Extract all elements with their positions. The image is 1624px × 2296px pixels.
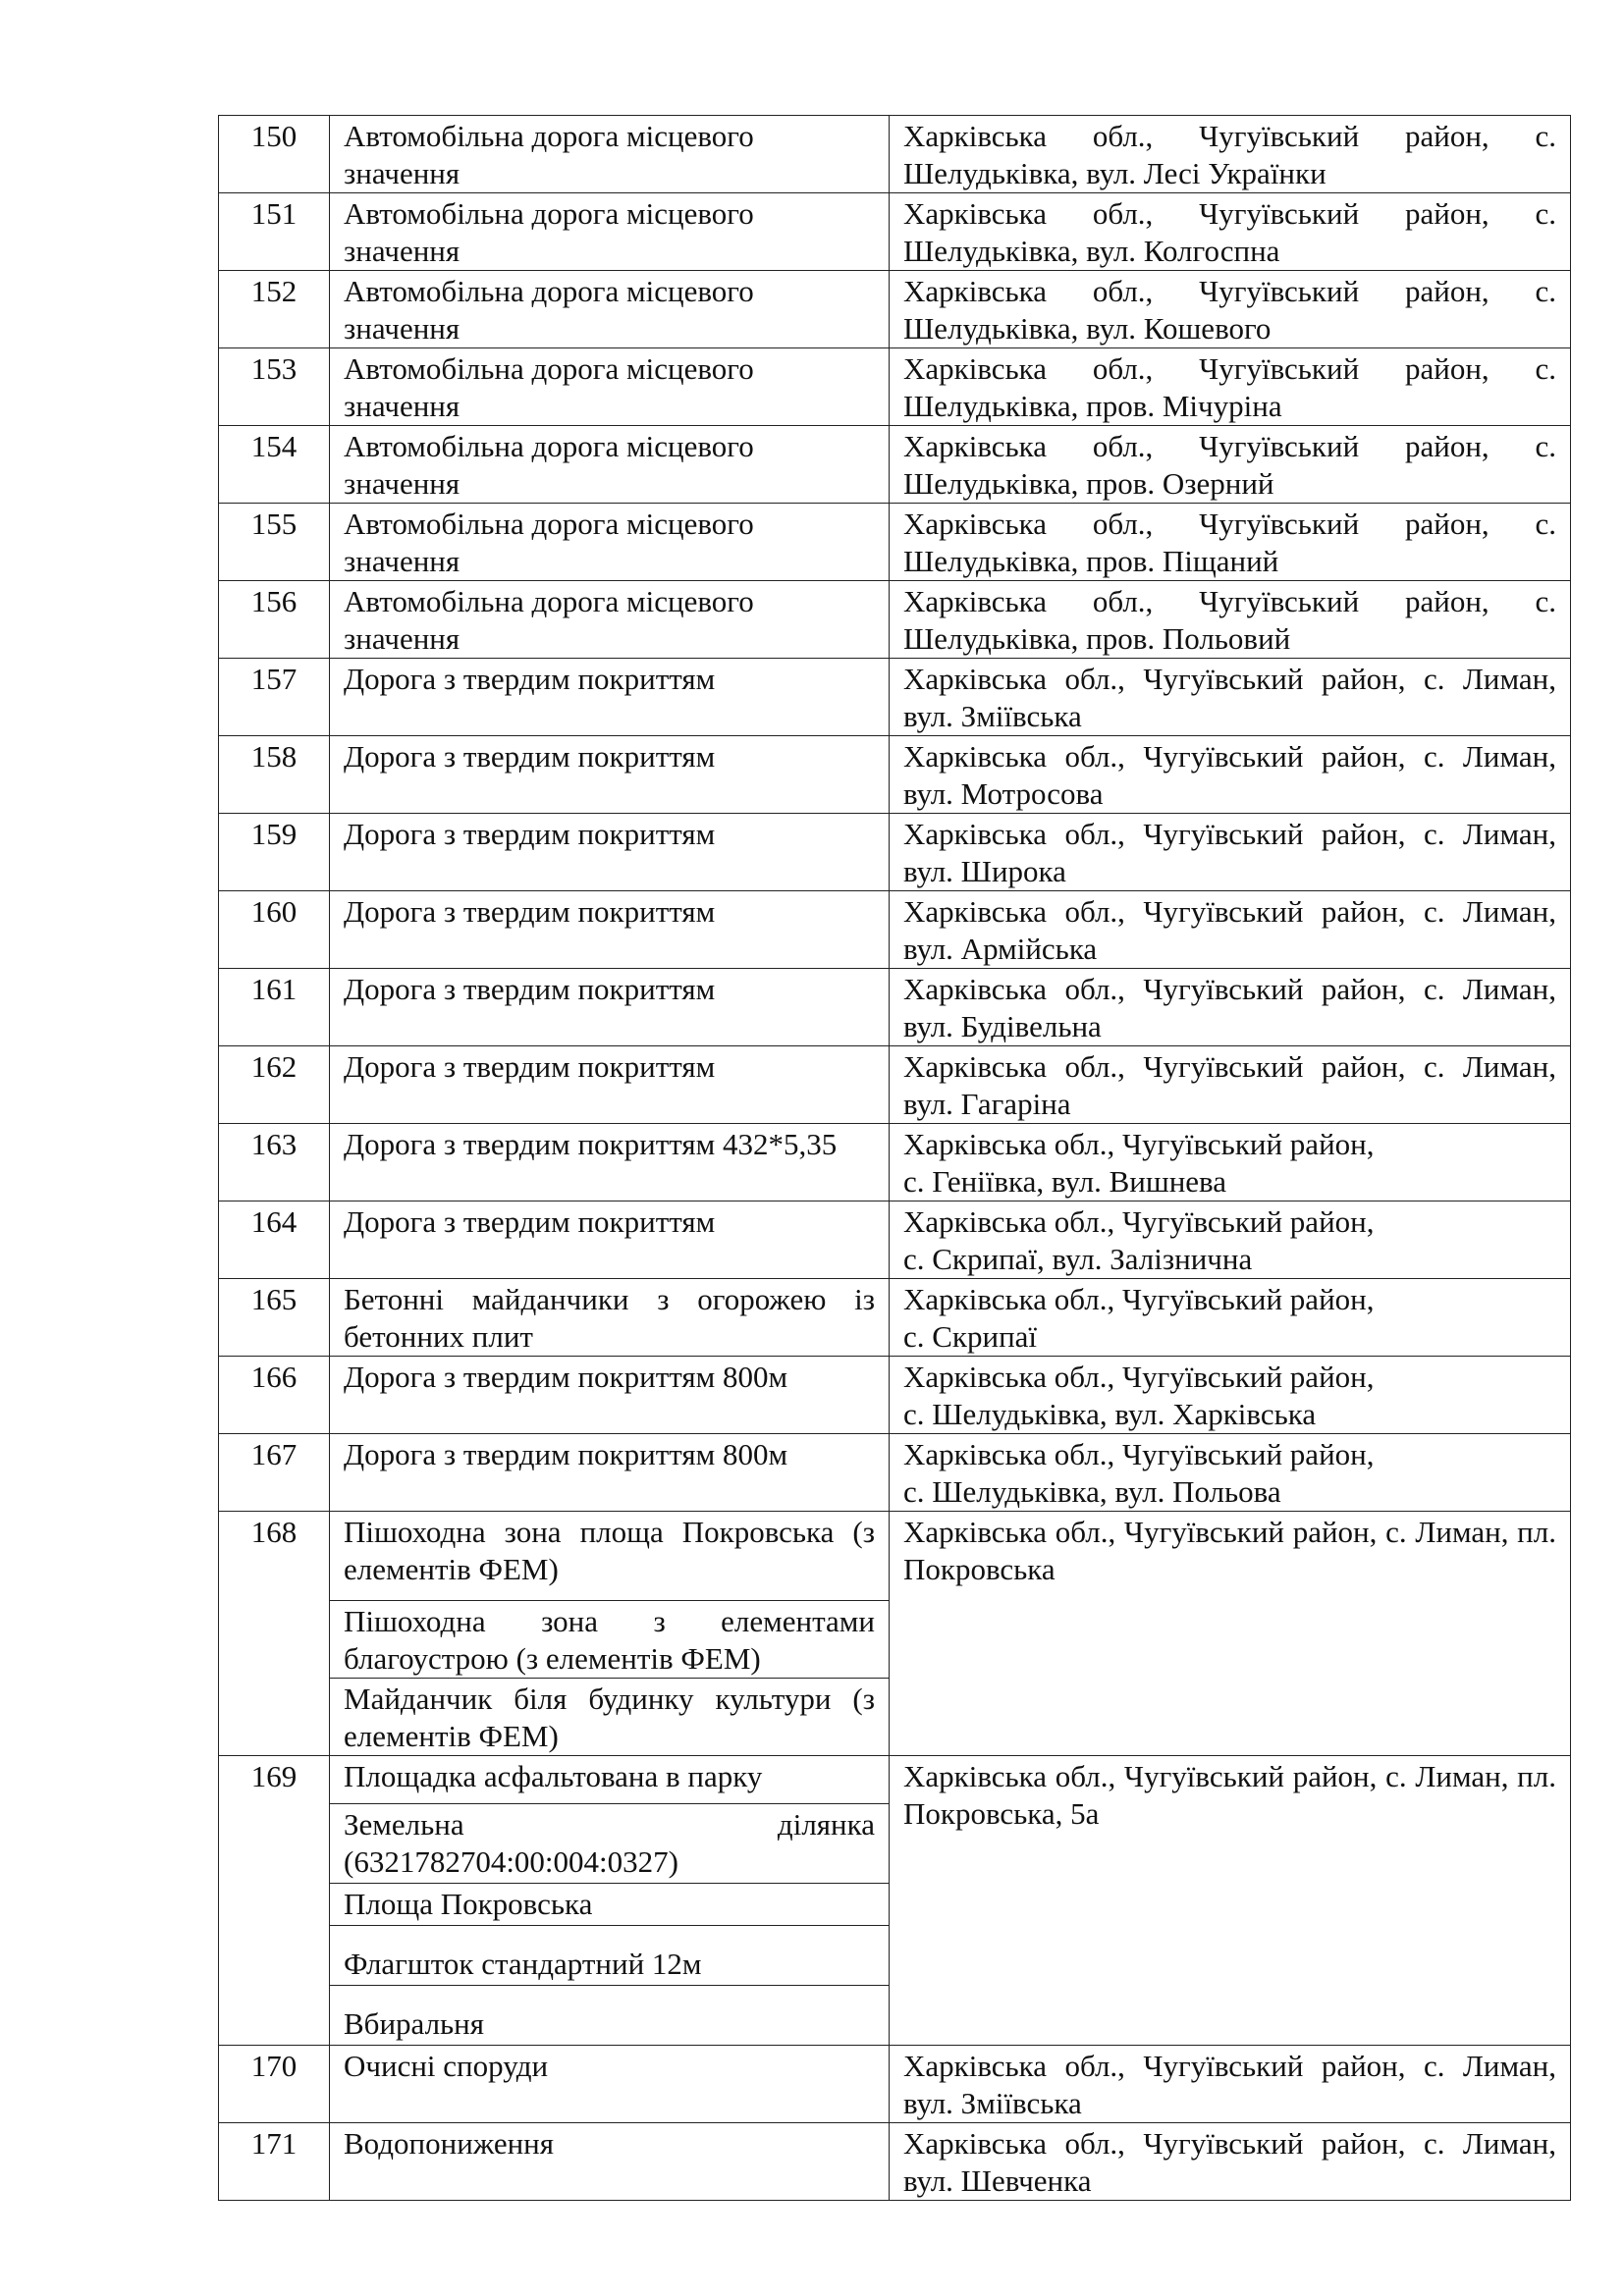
object-name: Дорога з твердим покриттям 800м bbox=[330, 1434, 890, 1512]
object-address bbox=[890, 426, 1571, 504]
object-address bbox=[890, 1201, 1571, 1279]
object-address bbox=[890, 193, 1571, 271]
address-word: район, bbox=[1404, 507, 1489, 541]
table-row bbox=[219, 1201, 1571, 1279]
object-address: Харківська обл., Чугуївський район, с. Лиман, вул. Гагаріна bbox=[890, 1046, 1571, 1124]
object-name: Площадка асфальтована в парку bbox=[330, 1756, 890, 1804]
address-word: Чугуївський bbox=[1199, 584, 1360, 618]
object-address bbox=[890, 1434, 1571, 1512]
row-number: 157 bbox=[219, 659, 330, 736]
address-word: Чугуївський bbox=[1199, 429, 1360, 463]
address-line-2: с. Геніївка, вул. Вишнева bbox=[903, 1164, 1227, 1199]
table-row bbox=[219, 814, 1571, 891]
address-word: Харківська bbox=[903, 351, 1048, 386]
address-word: Харківська bbox=[903, 119, 1048, 153]
object-name: Автомобільна дорога місцевого значення bbox=[330, 504, 890, 581]
object-name: Автомобільна дорога місцевого значення bbox=[330, 116, 890, 193]
object-address: Харківська обл., Чугуївський район, с. Лиман, вул. Шевченка bbox=[890, 2123, 1571, 2201]
row-number: 158 bbox=[219, 736, 330, 814]
address-word: Харківська bbox=[903, 507, 1048, 541]
object-address: Харківська обл., Чугуївський район, с. Лиман, вул. Мотросова bbox=[890, 736, 1571, 814]
address-word: обл., bbox=[1092, 274, 1154, 308]
object-address: Харківська обл., Чугуївський район, с. Лиман, вул. Будівельна bbox=[890, 969, 1571, 1046]
object-address bbox=[890, 1279, 1571, 1357]
address-word: обл., bbox=[1092, 196, 1154, 231]
object-address bbox=[890, 271, 1571, 348]
table-row bbox=[219, 1124, 1571, 1201]
address-line-1 bbox=[903, 583, 1556, 620]
object-name: Бетонні майданчики з огорожею із бетонних плит bbox=[330, 1279, 890, 1357]
object-address: Харківська обл., Чугуївський район, с. Лиман, пл. Покровська bbox=[890, 1512, 1571, 1756]
object-name: Дорога з твердим покриттям bbox=[330, 814, 890, 891]
object-name: Автомобільна дорога місцевого значення bbox=[330, 348, 890, 426]
row-number: 155 bbox=[219, 504, 330, 581]
table-row bbox=[219, 1756, 1571, 1804]
object-name: Пішоходна зона з елементами благоустрою (з елементів ФЕМ) bbox=[330, 1601, 890, 1679]
address-word: район, bbox=[1404, 429, 1489, 463]
address-word: обл., bbox=[1092, 584, 1154, 618]
table-row bbox=[219, 2123, 1571, 2201]
address-word: Чугуївський bbox=[1199, 351, 1360, 386]
table-row bbox=[219, 1046, 1571, 1124]
address-line-1: Харківська обл., Чугуївський район, bbox=[903, 1282, 1375, 1316]
row-number: 168 bbox=[219, 1512, 330, 1756]
row-number: 161 bbox=[219, 969, 330, 1046]
table-row bbox=[219, 659, 1571, 736]
row-number: 166 bbox=[219, 1357, 330, 1434]
row-number: 171 bbox=[219, 2123, 330, 2201]
address-line-2: Шелудьківка, пров. Озерний bbox=[903, 466, 1274, 501]
address-word: с. bbox=[1535, 507, 1556, 541]
object-name: Дорога з твердим покриттям 800м bbox=[330, 1357, 890, 1434]
address-word: с. bbox=[1535, 119, 1556, 153]
address-word: с. bbox=[1535, 274, 1556, 308]
address-word: Чугуївський bbox=[1199, 507, 1360, 541]
table-row bbox=[219, 426, 1571, 504]
address-word: Харківська bbox=[903, 196, 1048, 231]
address-line-1 bbox=[903, 506, 1556, 543]
object-address: Харківська обл., Чугуївський район, с. Лиман, вул. Зміївська bbox=[890, 2046, 1571, 2123]
row-number: 159 bbox=[219, 814, 330, 891]
address-word: с. bbox=[1535, 429, 1556, 463]
address-word: район, bbox=[1404, 584, 1489, 618]
address-line-1: Харківська обл., Чугуївський район, bbox=[903, 1204, 1375, 1239]
object-address: Харківська обл., Чугуївський район, с. Лиман, пл. Покровська, 5а bbox=[890, 1756, 1571, 2046]
address-line-2: Шелудьківка, пров. Польовий bbox=[903, 621, 1291, 656]
table-row bbox=[219, 271, 1571, 348]
table-row bbox=[219, 1434, 1571, 1512]
row-number: 165 bbox=[219, 1279, 330, 1357]
object-address bbox=[890, 348, 1571, 426]
table-row bbox=[219, 193, 1571, 271]
address-line-1 bbox=[903, 350, 1556, 388]
address-line-2: Шелудьківка, пров. Мічуріна bbox=[903, 389, 1282, 423]
row-number: 154 bbox=[219, 426, 330, 504]
property-register-table bbox=[218, 115, 1571, 2201]
address-line-2: с. Шелудьківка, вул. Польова bbox=[903, 1474, 1281, 1509]
table-row bbox=[219, 969, 1571, 1046]
row-number: 162 bbox=[219, 1046, 330, 1124]
object-name: Дорога з твердим покриттям bbox=[330, 891, 890, 969]
row-number: 167 bbox=[219, 1434, 330, 1512]
object-name: Земельна ділянка (6321782704:00:004:0327) bbox=[330, 1804, 890, 1884]
address-line-1 bbox=[903, 118, 1556, 155]
object-address: Харківська обл., Чугуївський район, с. Лиман, вул. Широка bbox=[890, 814, 1571, 891]
object-name: Автомобільна дорога місцевого значення bbox=[330, 271, 890, 348]
table-row bbox=[219, 116, 1571, 193]
object-address bbox=[890, 1124, 1571, 1201]
address-line-2: Шелудьківка, пров. Піщаний bbox=[903, 544, 1279, 578]
address-line-1: Харківська обл., Чугуївський район, bbox=[903, 1360, 1375, 1394]
address-word: Харківська bbox=[903, 584, 1048, 618]
object-name: Автомобільна дорога місцевого значення bbox=[330, 193, 890, 271]
address-line-1 bbox=[903, 195, 1556, 233]
row-number: 152 bbox=[219, 271, 330, 348]
address-word: обл., bbox=[1092, 507, 1154, 541]
address-line-2: с. Скрипаї bbox=[903, 1319, 1038, 1354]
object-address bbox=[890, 504, 1571, 581]
object-name: Пішоходна зона площа Покровська (з елементів ФЕМ) bbox=[330, 1512, 890, 1601]
table-row bbox=[219, 1357, 1571, 1434]
row-number: 164 bbox=[219, 1201, 330, 1279]
address-word: Харківська bbox=[903, 274, 1048, 308]
address-line-2: Шелудьківка, вул. Кошевого bbox=[903, 311, 1272, 346]
address-word: обл., bbox=[1092, 119, 1154, 153]
table-row bbox=[219, 504, 1571, 581]
address-word: Чугуївський bbox=[1199, 119, 1360, 153]
table-row bbox=[219, 2046, 1571, 2123]
object-address bbox=[890, 116, 1571, 193]
object-name: Автомобільна дорога місцевого значення bbox=[330, 426, 890, 504]
address-line-2: с. Скрипаї, вул. Залізнична bbox=[903, 1242, 1253, 1276]
address-line-2: с. Шелудьківка, вул. Харківська bbox=[903, 1397, 1317, 1431]
object-name: Дорога з твердим покриттям bbox=[330, 969, 890, 1046]
object-address bbox=[890, 581, 1571, 659]
object-name: Дорога з твердим покриттям 432*5,35 bbox=[330, 1124, 890, 1201]
address-word: с. bbox=[1535, 351, 1556, 386]
object-name: Площа Покровська bbox=[330, 1884, 890, 1926]
address-word: с. bbox=[1535, 196, 1556, 231]
row-number: 151 bbox=[219, 193, 330, 271]
object-name: Дорога з твердим покриттям bbox=[330, 736, 890, 814]
address-word: с. bbox=[1535, 584, 1556, 618]
row-number: 170 bbox=[219, 2046, 330, 2123]
address-word: район, bbox=[1404, 119, 1489, 153]
row-number: 153 bbox=[219, 348, 330, 426]
address-word: обл., bbox=[1092, 351, 1154, 386]
object-name: Майданчик біля будинку культури (з елементів ФЕМ) bbox=[330, 1679, 890, 1756]
address-line-2: Шелудьківка, вул. Колгоспна bbox=[903, 234, 1280, 268]
address-word: район, bbox=[1404, 351, 1489, 386]
row-number: 150 bbox=[219, 116, 330, 193]
table-row bbox=[219, 891, 1571, 969]
address-word: Харківська bbox=[903, 429, 1048, 463]
row-number: 163 bbox=[219, 1124, 330, 1201]
row-number: 156 bbox=[219, 581, 330, 659]
table-row bbox=[219, 1279, 1571, 1357]
address-line-1: Харківська обл., Чугуївський район, bbox=[903, 1437, 1375, 1471]
object-name: Очисні споруди bbox=[330, 2046, 890, 2123]
object-name: Автомобільна дорога місцевого значення bbox=[330, 581, 890, 659]
object-address: Харківська обл., Чугуївський район, с. Лиман, вул. Зміївська bbox=[890, 659, 1571, 736]
address-line-1 bbox=[903, 428, 1556, 465]
row-number: 160 bbox=[219, 891, 330, 969]
address-word: Чугуївський bbox=[1199, 196, 1360, 231]
object-address: Харківська обл., Чугуївський район, с. Лиман, вул. Армійська bbox=[890, 891, 1571, 969]
object-name: Флагшток стандартний 12м bbox=[330, 1926, 890, 1986]
address-word: обл., bbox=[1092, 429, 1154, 463]
object-name: Дорога з твердим покриттям bbox=[330, 1201, 890, 1279]
table-row bbox=[219, 348, 1571, 426]
address-line-1 bbox=[903, 273, 1556, 310]
address-word: район, bbox=[1404, 274, 1489, 308]
object-name: Дорога з твердим покриттям bbox=[330, 659, 890, 736]
object-name: Вбиральня bbox=[330, 1986, 890, 2046]
table-row bbox=[219, 1512, 1571, 1601]
address-line-2: Шелудьківка, вул. Лесі Українки bbox=[903, 156, 1326, 190]
object-name: Дорога з твердим покриттям bbox=[330, 1046, 890, 1124]
row-number: 169 bbox=[219, 1756, 330, 2046]
table-row bbox=[219, 736, 1571, 814]
object-name: Водопониження bbox=[330, 2123, 890, 2201]
address-line-1: Харківська обл., Чугуївський район, bbox=[903, 1127, 1375, 1161]
address-word: Чугуївський bbox=[1199, 274, 1360, 308]
table-row bbox=[219, 581, 1571, 659]
address-word: район, bbox=[1404, 196, 1489, 231]
object-address bbox=[890, 1357, 1571, 1434]
